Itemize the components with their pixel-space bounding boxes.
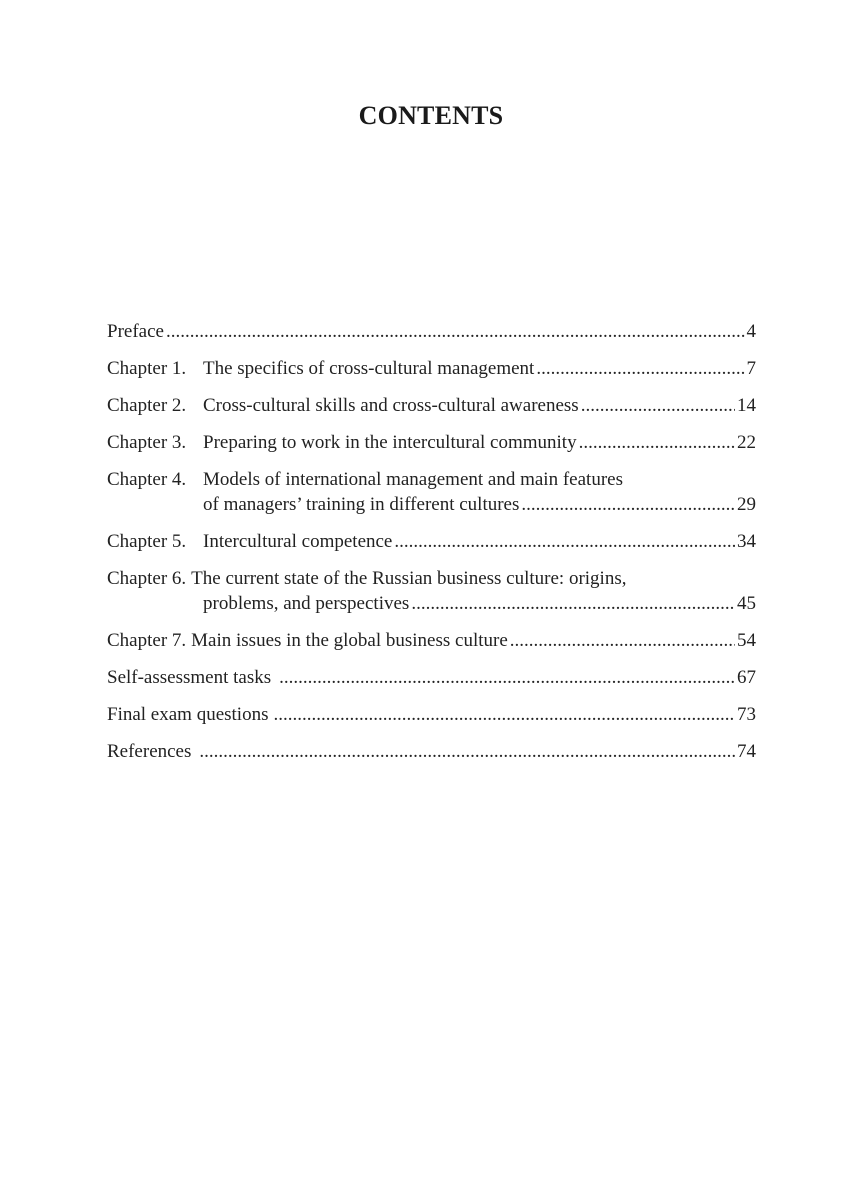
toc-page-number: 67 bbox=[737, 667, 756, 688]
dot-leader bbox=[579, 430, 735, 455]
toc-entry-chapter-4[interactable] bbox=[107, 467, 756, 517]
toc-entry-title: Final exam questions bbox=[107, 704, 269, 725]
toc-page-number: 74 bbox=[737, 741, 756, 762]
toc-page-number: 73 bbox=[737, 704, 756, 725]
toc-entry-chapter-5[interactable] bbox=[107, 529, 756, 554]
toc-entry-chapter-3[interactable] bbox=[107, 430, 756, 455]
toc-entry-title: The specifics of cross-cultural management bbox=[203, 358, 535, 379]
toc-entry-title: Preparing to work in the intercultural community bbox=[203, 432, 577, 453]
dot-leader bbox=[411, 591, 735, 616]
dot-leader bbox=[199, 739, 735, 764]
toc-entry-chapter-7[interactable] bbox=[107, 628, 756, 653]
chapter-label: Chapter 4. bbox=[107, 469, 187, 490]
toc-entry-final-exam[interactable] bbox=[107, 702, 756, 727]
toc-entry-references[interactable] bbox=[107, 739, 756, 764]
chapter-label: Chapter 1. bbox=[107, 358, 187, 379]
dot-leader bbox=[510, 628, 735, 653]
toc-entry-title: The current state of the Russian business culture: origins, bbox=[191, 568, 627, 589]
toc-entry-title-continued: of managers’ training in different cultures bbox=[203, 494, 520, 515]
toc-page-number: 54 bbox=[737, 630, 756, 651]
toc-entry-title: Intercultural competence bbox=[203, 531, 393, 552]
toc-entry-title: Preface bbox=[107, 321, 164, 342]
toc-page-number: 4 bbox=[746, 321, 756, 342]
chapter-label: Chapter 2. bbox=[107, 395, 187, 416]
toc-page-number: 7 bbox=[746, 358, 756, 379]
toc-entry-chapter-1[interactable] bbox=[107, 356, 756, 381]
toc-entry-chapter-2[interactable] bbox=[107, 393, 756, 418]
toc-page-number: 45 bbox=[737, 593, 756, 614]
chapter-label: Chapter 7. bbox=[107, 630, 187, 651]
toc-entry-title: References bbox=[107, 741, 192, 762]
dot-leader bbox=[581, 393, 735, 418]
page-title: CONTENTS bbox=[358, 101, 504, 130]
toc-entry-title: Self-assessment tasks bbox=[107, 667, 272, 688]
table-of-contents bbox=[107, 319, 756, 776]
chapter-label: Chapter 3. bbox=[107, 432, 187, 453]
dot-leader bbox=[279, 665, 735, 690]
toc-entry-self-assessment[interactable] bbox=[107, 665, 756, 690]
dot-leader bbox=[166, 319, 745, 344]
toc-entry-title: Main issues in the global business culture bbox=[191, 630, 508, 651]
dot-leader bbox=[394, 529, 735, 554]
toc-entry-chapter-6[interactable] bbox=[107, 566, 756, 616]
toc-page-number: 29 bbox=[737, 494, 756, 515]
toc-page-number: 14 bbox=[737, 395, 756, 416]
toc-page-number: 34 bbox=[737, 531, 756, 552]
toc-entry-title: Models of international management and main features bbox=[203, 469, 623, 490]
dot-leader bbox=[536, 356, 744, 381]
toc-page-number: 22 bbox=[737, 432, 756, 453]
toc-entry-preface[interactable] bbox=[107, 319, 756, 344]
toc-entry-title: Cross-cultural skills and cross-cultural awareness bbox=[203, 395, 579, 416]
chapter-label: Chapter 5. bbox=[107, 531, 187, 552]
dot-leader bbox=[521, 492, 735, 517]
chapter-label: Chapter 6. bbox=[107, 568, 187, 589]
dot-leader bbox=[273, 702, 735, 727]
toc-entry-title-continued: problems, and perspectives bbox=[203, 593, 410, 614]
